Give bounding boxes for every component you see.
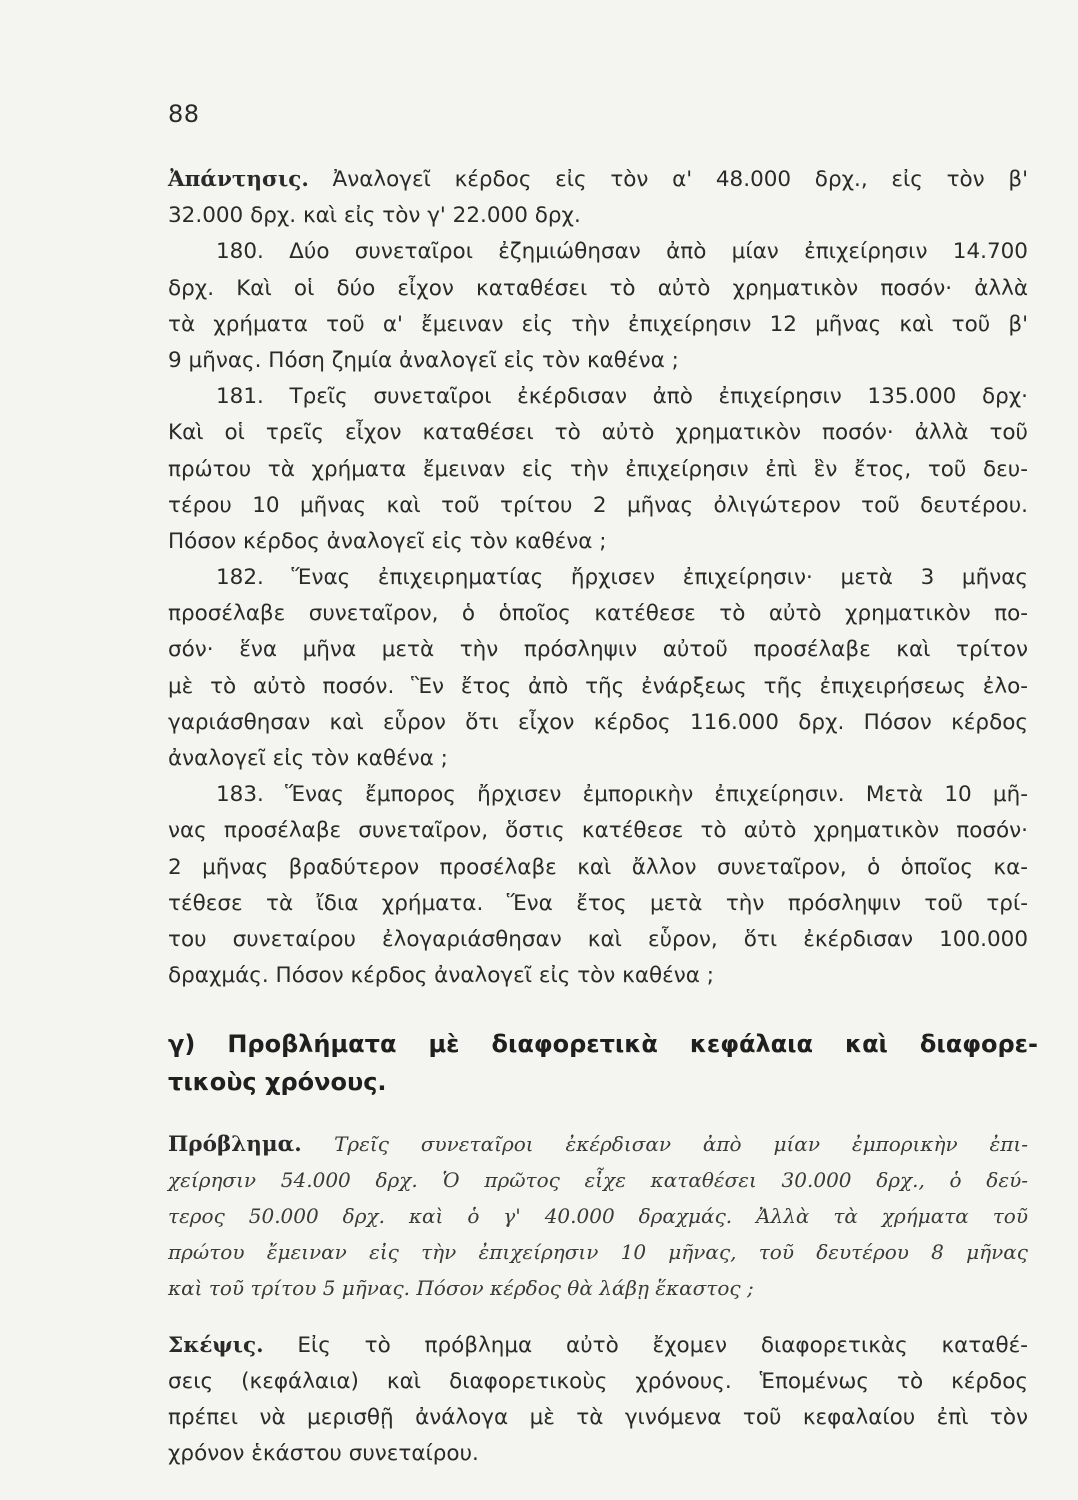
problem-182-line: μὲ τὸ αὐτὸ ποσόν. Ἓν ἔτος ἀπὸ τῆς ἐνάρξεως τῆς ἐπιχειρήσεως ἐλο-	[168, 673, 1028, 699]
problem-line-1	[168, 1130, 1028, 1159]
problem-line-4: πρώτου ἔμειναν εἰς τὴν ἐπιχείρησιν 10 μῆνας, τοῦ δευτέρου 8 μῆνας	[168, 1240, 1028, 1265]
problem-line-2: χείρησιν 54.000 δρχ. Ὁ πρῶτος εἶχε καταθέσει 30.000 δρχ., ὁ δεύ-	[168, 1167, 1028, 1192]
problem-180-line: τὰ χρήματα τοῦ α' ἔμειναν εἰς τὴν ἐπιχείρησιν 12 μῆνας καὶ τοῦ β'	[168, 311, 1028, 337]
answer-line-1	[168, 166, 1028, 194]
problem-182-line: προσέλαβε συνεταῖρον, ὁ ὁποῖος κατέθεσε τὸ αὐτὸ χρηματικὸν πο-	[168, 601, 1028, 627]
problem-181-line: 181. Τρεῖς συνεταῖροι ἐκέρδισαν ἀπὸ ἐπιχείρησιν 135.000 δρχ·	[216, 384, 1028, 410]
problem-181-line: πρώτου τὰ χρήματα ἔμειναν εἰς τὴν ἐπιχείρησιν ἐπὶ ἓν ἔτος, τοῦ δευ-	[168, 456, 1028, 482]
problem-181-line: Πόσον κέρδος ἀναλογεῖ εἰς τὸν καθένα ;	[168, 528, 607, 554]
problem-line-5: καὶ τοῦ τρίτου 5 μῆνας. Πόσον κέρδος θὰ λάβῃ ἕκαστος ;	[168, 1276, 754, 1301]
problem-182-line: ἀναλογεῖ εἰς τὸν καθένα ;	[168, 745, 448, 771]
section-heading-line-2: τικοὺς χρόνους.	[168, 1067, 387, 1096]
answer-label: Ἀπάντησις.	[168, 167, 309, 192]
thinking-line-3: πρέπει νὰ μερισθῇ ἀνάλογα μὲ τὰ γινόμενα τοῦ κεφαλαίου ἐπὶ τὸν	[168, 1404, 1028, 1430]
page-number: 88	[168, 100, 200, 128]
problem-line-3: τερος 50.000 δρχ. καὶ ὁ γ' 40.000 δραχμάς. Ἀλλὰ τὰ χρήματα τοῦ	[168, 1204, 1028, 1228]
problem-183-line: 183. Ἕνας ἔμπορος ἤρχισεν ἐμπορικὴν ἐπιχείρησιν. Μετὰ 10 μῆ-	[216, 782, 1028, 808]
thinking-line-1	[168, 1332, 1028, 1360]
answer-text: Ἀναλογεῖ κέρδος εἰς τὸν α' 48.000 δρχ., εἰς τὸν β'	[332, 167, 1028, 192]
problem-182-line: 182. Ἕνας ἐπιχειρηματίας ἤρχισεν ἐπιχείρησιν· μετὰ 3 μῆνας	[216, 565, 1028, 590]
thinking-line-2: σεις (κεφάλαια) καὶ διαφορετικοὺς χρόνους. Ἑπομένως τὸ κέρδος	[168, 1368, 1028, 1394]
problem-182-line: γαριάσθησαν καὶ εὗρον ὅτι εἶχον κέρδος 116.000 δρχ. Πόσον κέρδος	[168, 709, 1028, 735]
problem-183-line: νας προσέλαβε συνεταῖρον, ὅστις κατέθεσε τὸ αὐτὸ χρηματικὸν ποσόν·	[168, 818, 1028, 844]
thinking-label: Σκέψις.	[168, 1332, 264, 1358]
problem-183-line: του συνεταίρου ἐλογαριάσθησαν καὶ εὗρον, ὅτι ἐκέρδισαν 100.000	[168, 926, 1028, 952]
problem-180-line: 9 μῆνας. Πόση ζημία ἀναλογεῖ εἰς τὸν καθένα ;	[168, 347, 679, 373]
problem-182-line: σόν· ἕνα μῆνα μετὰ τὴν πρόσληψιν αὐτοῦ προσέλαβε καὶ τρίτον	[168, 637, 1028, 663]
problem-183-line: τέθεσε τὰ ἴδια χρήματα. Ἕνα ἔτος μετὰ τὴν πρόσληψιν τοῦ τρί-	[168, 890, 1028, 916]
problem-181-line: τέρου 10 μῆνας καὶ τοῦ τρίτου 2 μῆνας ὀλιγώτερον τοῦ δευτέρου.	[168, 492, 1028, 518]
problem-183-line: δραχμάς. Πόσον κέρδος ἀναλογεῖ εἰς τὸν καθένα ;	[168, 963, 715, 988]
section-heading-line-1: γ) Προβλήματα μὲ διαφορετικὰ κεφάλαια καὶ διαφορε-	[168, 1029, 1038, 1058]
problem-label: Πρόβλημα.	[168, 1131, 302, 1157]
problem-text: Τρεῖς συνεταῖροι ἐκέρδισαν ἀπὸ μίαν ἐμπορικὴν ἐπι-	[334, 1131, 1028, 1156]
answer-line-2: 32.000 δρχ. καὶ εἰς τὸν γ' 22.000 δρχ.	[168, 203, 581, 229]
thinking-text: Εἰς τὸ πρόβλημα αὐτὸ ἔχομεν διαφορετικὰς καταθέ-	[297, 1332, 1028, 1358]
problem-180-line: δρχ. Καὶ οἱ δύο εἶχον καταθέσει τὸ αὐτὸ χρηματικὸν ποσόν· ἀλλὰ	[168, 275, 1028, 301]
problem-181-line: Καὶ οἱ τρεῖς εἶχον καταθέσει τὸ αὐτὸ χρηματικὸν ποσόν· ἀλλὰ τοῦ	[168, 420, 1028, 446]
problem-183-line: 2 μῆνας βραδύτερον προσέλαβε καὶ ἄλλον συνεταῖρον, ὁ ὁποῖος κα-	[168, 854, 1028, 880]
thinking-line-4: χρόνον ἑκάστου συνεταίρου.	[168, 1441, 479, 1466]
problem-180-line: 180. Δύο συνεταῖροι ἐζημιώθησαν ἀπὸ μίαν ἐπιχείρησιν 14.700	[216, 239, 1028, 265]
